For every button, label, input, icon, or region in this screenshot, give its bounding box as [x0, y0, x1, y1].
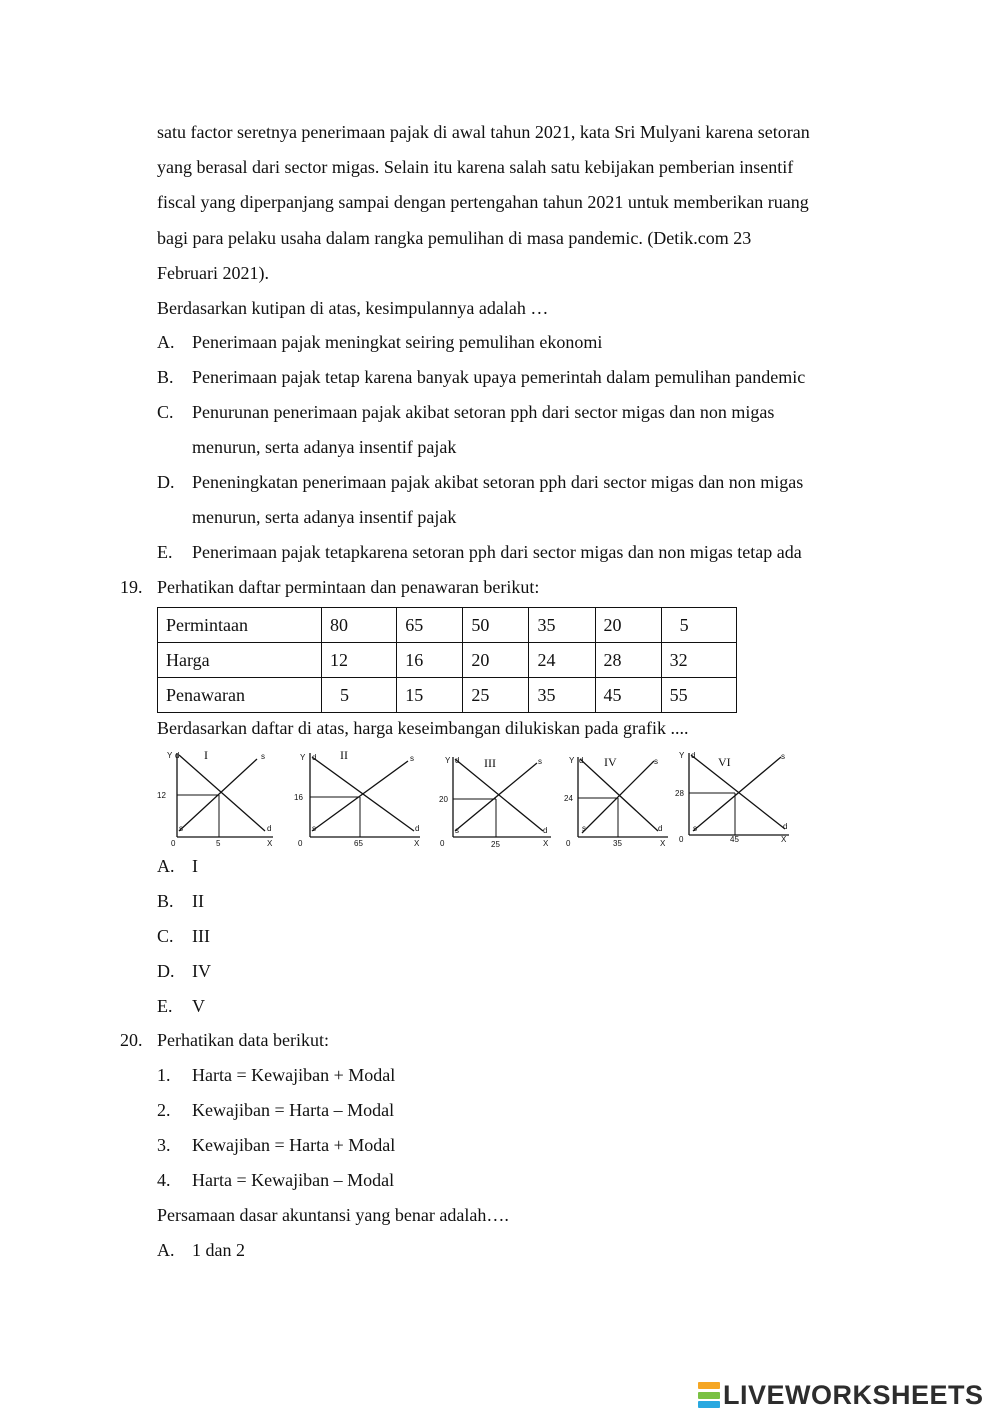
- graph-3: [439, 745, 554, 850]
- x-label: X: [543, 839, 549, 848]
- option-letter: A.: [157, 1240, 175, 1260]
- graph-5: [675, 745, 793, 850]
- question-text: Perhatikan daftar permintaan dan penawaran berikut:: [157, 577, 540, 597]
- table-cell: 35: [529, 608, 595, 643]
- price-label: 12: [157, 791, 166, 800]
- logo-bar: [698, 1401, 720, 1408]
- logo-bar: [698, 1382, 720, 1389]
- origin-label: 0: [298, 839, 303, 848]
- graph-4: [564, 745, 674, 850]
- origin-label: 0: [679, 835, 684, 844]
- table-cell: 45: [595, 678, 661, 713]
- table-cell: 55: [661, 678, 736, 713]
- option-c-text[interactable]: III: [192, 926, 210, 946]
- s-label: s: [179, 824, 183, 833]
- equation-item: Harta = Kewajiban – Modal: [192, 1170, 395, 1190]
- y-label: Y: [445, 756, 451, 765]
- logo-mark-icon: [698, 1382, 720, 1408]
- d-label: d: [691, 751, 696, 760]
- origin-label: 0: [566, 839, 571, 848]
- option-letter: A.: [157, 856, 175, 876]
- graph-1: [157, 745, 277, 850]
- s-label: s: [654, 757, 658, 766]
- s-label: s: [693, 824, 697, 833]
- price-label: 28: [675, 789, 684, 798]
- graph-roman-numeral: IV: [604, 755, 617, 769]
- x-label: X: [267, 839, 273, 848]
- x-label: X: [414, 839, 420, 848]
- quantity-label: 35: [613, 839, 622, 848]
- option-d-text[interactable]: IV: [192, 961, 211, 981]
- origin-label: 0: [171, 839, 176, 848]
- option-b-text[interactable]: Penerimaan pajak tetap karena banyak upaya pemerintah dalam pemulihan pandemic: [192, 367, 806, 387]
- option-d-text[interactable]: menurun, serta adanya insentif pajak: [192, 507, 457, 527]
- d-label: d: [267, 824, 272, 833]
- table-cell: 20: [463, 643, 529, 678]
- table-cell: 32: [661, 643, 736, 678]
- d-label: d: [415, 824, 420, 833]
- option-e-text[interactable]: V: [192, 996, 205, 1016]
- table-cell: 24: [529, 643, 595, 678]
- s-label: s: [410, 754, 414, 763]
- intro-line: fiscal yang diperpanjang sampai dengan pertengahan tahun 2021 untuk memberikan ruang: [157, 192, 809, 212]
- d-label: d: [783, 822, 788, 831]
- demand-supply-table: [157, 607, 737, 713]
- y-label: Y: [300, 753, 306, 762]
- item-number: 3.: [157, 1135, 171, 1155]
- table-row-label: Penawaran: [158, 678, 322, 713]
- graph-2: [294, 745, 424, 850]
- question-text: Perhatikan data berikut:: [157, 1030, 329, 1050]
- d-label: d: [543, 826, 548, 835]
- option-e-text[interactable]: Penerimaan pajak tetapkarena setoran pph dari sector migas dan non migas tetap ada: [192, 542, 802, 562]
- item-number: 2.: [157, 1100, 171, 1120]
- s-label: s: [455, 826, 459, 835]
- table-cell: 12: [321, 643, 396, 678]
- option-letter: D.: [157, 472, 175, 492]
- logo-bar: [698, 1392, 720, 1399]
- equation-item: Harta = Kewajiban + Modal: [192, 1065, 396, 1085]
- d-label: d: [455, 756, 460, 765]
- option-letter: E.: [157, 996, 173, 1016]
- option-d-text[interactable]: Peneningkatan penerimaan pajak akibat setoran pph dari sector migas dan non migas: [192, 472, 804, 492]
- x-label: X: [781, 835, 787, 844]
- option-a-text[interactable]: I: [192, 856, 198, 876]
- s-label: s: [312, 824, 316, 833]
- s-label: s: [538, 757, 542, 766]
- table-cell: 5: [661, 608, 736, 643]
- table-cell: 80: [321, 608, 396, 643]
- item-number: 4.: [157, 1170, 171, 1190]
- graph-roman-numeral: III: [484, 756, 496, 770]
- table-cell: 50: [463, 608, 529, 643]
- quantity-label: 25: [491, 840, 500, 849]
- table-cell: 20: [595, 608, 661, 643]
- intro-line: satu factor seretnya penerimaan pajak di awal tahun 2021, kata Sri Mulyani karena setoran: [157, 122, 810, 142]
- y-label: Y: [569, 756, 575, 765]
- origin-label: 0: [440, 839, 445, 848]
- table-row: [158, 678, 737, 713]
- quantity-label: 65: [354, 839, 363, 848]
- item-number: 1.: [157, 1065, 171, 1085]
- supply-curve: [693, 757, 781, 831]
- option-letter: B.: [157, 891, 174, 911]
- option-b-text[interactable]: II: [192, 891, 204, 911]
- table-row: [158, 608, 737, 643]
- x-label: X: [660, 839, 666, 848]
- intro-line: yang berasal dari sector migas. Selain itu karena salah satu kebijakan pemberian insentif: [157, 157, 794, 177]
- graph-roman-numeral: I: [204, 748, 208, 762]
- logo-text: LIVEWORKSHEETS: [723, 1379, 984, 1410]
- question-number: 19.: [120, 577, 143, 597]
- table-cell: 35: [529, 678, 595, 713]
- price-label: 24: [564, 794, 573, 803]
- table-cell: 28: [595, 643, 661, 678]
- table-row: [158, 643, 737, 678]
- s-label: s: [781, 752, 785, 761]
- table-row-label: Harga: [158, 643, 322, 678]
- intro-line: bagi para pelaku usaha dalam rangka pemulihan di masa pandemic. (Detik.com 23: [157, 228, 752, 248]
- option-letter: E.: [157, 542, 173, 562]
- liveworksheets-logo[interactable]: [698, 1378, 984, 1412]
- equation-item: Kewajiban = Harta – Modal: [192, 1100, 395, 1120]
- price-label: 20: [439, 795, 448, 804]
- question-subprompt: Berdasarkan daftar di atas, harga keseimbangan dilukiskan pada grafik ....: [157, 718, 689, 738]
- option-letter: B.: [157, 367, 174, 387]
- option-c-text[interactable]: Penurunan penerimaan pajak akibat setoran pph dari sector migas dan non migas: [192, 402, 775, 422]
- s-label: s: [582, 824, 586, 833]
- quantity-label: 5: [216, 839, 221, 848]
- graph-roman-numeral: VI: [718, 755, 731, 769]
- table-cell: 16: [397, 643, 463, 678]
- equation-item: Kewajiban = Harta + Modal: [192, 1135, 396, 1155]
- option-letter: A.: [157, 332, 175, 352]
- option-letter: D.: [157, 961, 175, 981]
- table-cell: 5: [321, 678, 396, 713]
- option-a-text[interactable]: 1 dan 2: [192, 1240, 245, 1260]
- y-label: Y: [679, 751, 685, 760]
- d-label: d: [579, 756, 584, 765]
- table-cell: 65: [397, 608, 463, 643]
- d-label: d: [658, 824, 663, 833]
- graph-roman-numeral: II: [340, 748, 348, 762]
- table-cell: 15: [397, 678, 463, 713]
- option-letter: C.: [157, 402, 174, 422]
- question-prompt: Berdasarkan kutipan di atas, kesimpulannya adalah …: [157, 298, 549, 318]
- table-row-label: Permintaan: [158, 608, 322, 643]
- y-label: Y: [167, 751, 173, 760]
- option-letter: C.: [157, 926, 174, 946]
- price-label: 16: [294, 793, 303, 802]
- quantity-label: 45: [730, 835, 739, 844]
- intro-line: Februari 2021).: [157, 263, 269, 283]
- question-prompt: Persamaan dasar akuntansi yang benar adalah….: [157, 1205, 509, 1225]
- table-cell: 25: [463, 678, 529, 713]
- d-label: d: [175, 751, 180, 760]
- question-number: 20.: [120, 1030, 143, 1050]
- option-c-text[interactable]: menurun, serta adanya insentif pajak: [192, 437, 457, 457]
- equilibrium-graphs: [157, 745, 797, 850]
- option-a-text[interactable]: Penerimaan pajak meningkat seiring pemulihan ekonomi: [192, 332, 603, 352]
- demand-curve: [580, 759, 658, 831]
- s-label: s: [261, 752, 265, 761]
- d-label: d: [312, 753, 317, 762]
